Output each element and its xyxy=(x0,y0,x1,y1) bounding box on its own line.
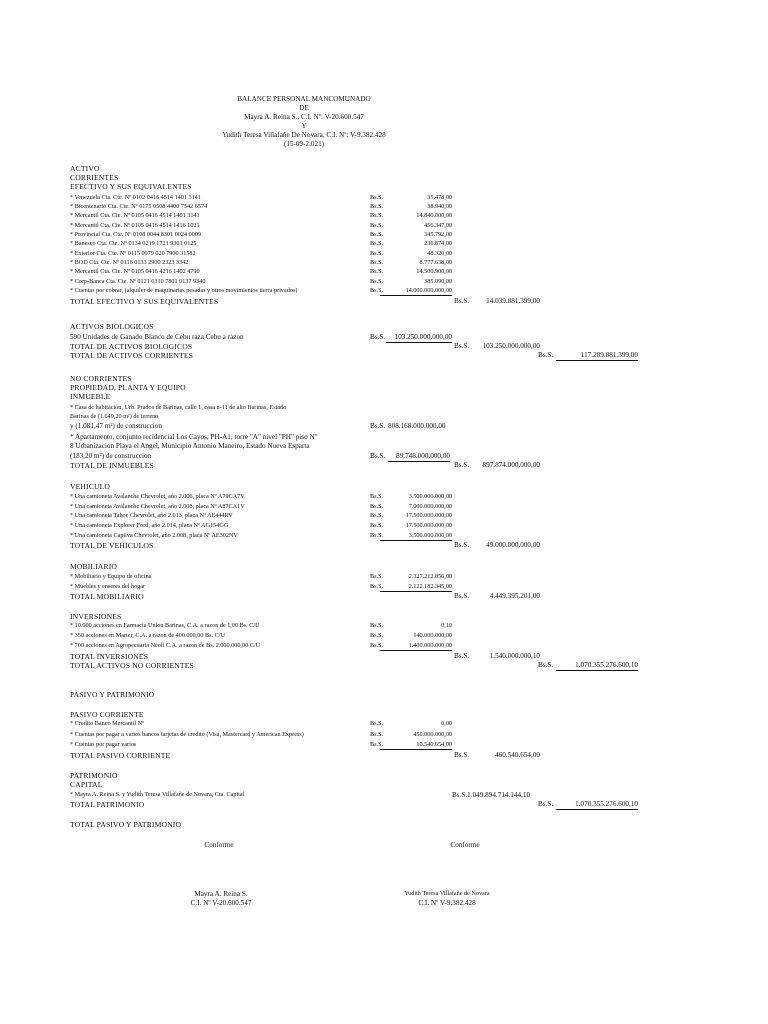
inmueble-2-line-2: 8 Urbanizacion Playa el Angel, Municipio Antonio Maneiro, Estado Nueva Esparta xyxy=(70,442,310,450)
currency-label: Bs.S. xyxy=(370,222,384,229)
signatory-1-ci: C.I. Nº V-20.600.547 xyxy=(190,899,252,907)
currency-label: Bs.S. xyxy=(370,522,384,529)
pasivo-item-amount: 0,00 xyxy=(441,720,452,727)
efectivo-item-label: * Cuentas por cobrar, (alquiler de maquinarias pesadas y otros movimientos tierra privados) xyxy=(70,287,298,294)
vehiculo-item-amount: 17.500.000.000,00 xyxy=(405,512,452,519)
total-pasivo-corriente-label: TOTAL PASIVO CORRIENTE xyxy=(70,751,171,760)
efectivo-item-amount: 14.500.900,00 xyxy=(416,268,452,275)
currency-label: Bs.S. xyxy=(370,203,384,210)
inmueble-1-line-1: * Casa de habitación, Urb. Prados de Barinas, calle 1, casa n-11 de alto Barinas, Estado xyxy=(70,404,287,411)
currency-label: Bs.S. xyxy=(454,751,470,759)
pasivo-item-amount: 10.540.654,00 xyxy=(380,741,452,750)
currency-label: Bs.S. xyxy=(454,592,470,600)
total-patrimonio-label: TOTAL PATRIMONIO xyxy=(70,800,145,809)
pasivo-item-label: * Credito Banco Mercantil Nº xyxy=(70,720,145,727)
inmueble-2-line-1: * Apartamento, conjunto recidencial Los Cayos, PH-A1, torre "A" nivel "PH" piso Nº xyxy=(70,433,317,441)
conforme-2: Conforme xyxy=(450,841,480,849)
vehiculo-heading: VEHICULO xyxy=(70,482,111,491)
vehiculo-item-label: * Una camioneta Explorer Ford, año 2.014, placa Nº AG154GG xyxy=(70,522,229,529)
total-biologicos-amount: 103.250.000.000,00 xyxy=(482,342,540,350)
inmueble-1-amount: 808.168.000.000,00 xyxy=(388,422,446,430)
inmueble-2-amount: 89.748.000.000,00 xyxy=(388,452,450,462)
biologicos-item-amount: 103.250.000.000,00 xyxy=(386,333,452,343)
total-mobiliario-amount: 4.449.395.201,00 xyxy=(489,592,540,600)
efectivo-item-label: * Banesco Cta. Cte. Nº 0134 0219 1721 9301 0125 xyxy=(70,240,197,247)
patrimonio-heading: PATRIMONIO xyxy=(70,771,118,780)
total-inmuebles-label: TOTAL DE INMUEBLES xyxy=(70,461,154,470)
currency-label: Bs.S. xyxy=(370,259,384,266)
currency-label: Bs.S. xyxy=(538,661,554,669)
total-vehiculos-label: TOTAL DE VEHICULOS xyxy=(70,541,154,550)
currency-label: Bs.S. xyxy=(370,250,384,257)
currency-label: Bs.S. xyxy=(370,278,384,285)
currency-label: Bs.S. xyxy=(370,573,384,580)
total-pasivo-patrimonio-label: TOTAL PASIVO Y PATRIMONIO xyxy=(70,820,182,829)
inmueble-1-line-2: Barinas de (1.649,20 m²) de terreno xyxy=(70,413,159,420)
efectivo-item-amount: 35.478,00 xyxy=(427,194,452,201)
vehiculo-item-label: * Una camioneta Tahoe Chevrolet, año 2.013, placa Nº AE444RV xyxy=(70,512,233,519)
currency-label: Bs.S. xyxy=(370,741,384,748)
vehiculo-item-label: * Una camioneta Avalanche Chevrolet, año 2.006, placa Nº A79CA7V xyxy=(70,493,245,500)
currency-label: Bs.S. xyxy=(370,622,384,629)
pasivo-patrimonio-heading: PASIVO Y PATRIMONIO xyxy=(70,690,155,699)
efectivo-item-amount: 38.940,00 xyxy=(427,203,452,210)
total-patrimonio-amount: 1.070.355.276.600,10 xyxy=(556,800,638,810)
inversion-item-label: * 10.000 acciones en Farmacia Union Barinas, C.A. a razon de 1,00 Bs. C/U xyxy=(70,622,260,629)
currency-label: Bs.S. xyxy=(370,720,384,727)
efectivo-item-label: * Exterior Cta. Cte. Nº 0115 0079 020 7900 31582 xyxy=(70,250,196,257)
currency-label: Bs.S. xyxy=(370,194,384,201)
inversion-item-amount: 1.400.000.000,00 xyxy=(380,642,452,651)
efectivo-item-label: * BOD Cta. Cte. Nº 0116 0133 2900 2323 3342 xyxy=(70,259,189,266)
vehiculo-item-label: * Una camioneta Captiva Chevrolet, año 2.008, placa Nº AE302NV xyxy=(70,532,238,539)
biologicos-item-label: 590 Unidades de Ganado Blanco de Cebu raza Cebu a razon xyxy=(70,333,244,341)
mobiliario-item-label: * Mobiliario y Equipo de oficina xyxy=(70,573,152,580)
total-corrientes-label: TOTAL DE ACTIVOS CORRIENTES xyxy=(70,351,194,360)
inversion-item-amount: 140.000.000,00 xyxy=(413,632,452,639)
signatory-2-ci: C.I. Nº V-9.382.428 xyxy=(418,899,476,907)
inversion-item-amount: 0,10 xyxy=(441,622,452,629)
currency-label: Bs.S. xyxy=(370,333,386,341)
total-vehiculos-amount: 49.000.000.000,00 xyxy=(486,541,540,549)
efectivo-item-label: * Venezuela Cta. Cte. Nº 0102 0416 4514 1401 3141 xyxy=(70,194,201,201)
efectivo-item-amount: 345.792,00 xyxy=(424,231,452,238)
inversion-item-label: * 700 acciones en Agropecuaria Neoll C.A. a razon de Bs. 2.000.000,00 C/U xyxy=(70,642,261,649)
document-date: (15-09-2.021) xyxy=(283,140,325,148)
currency-label: Bs.S. xyxy=(370,231,384,238)
biologicos-heading: ACTIVOS BIOLOGICOS xyxy=(70,322,154,331)
inmueble-heading: INMUEBLE xyxy=(70,392,111,401)
activo-heading: ACTIVO xyxy=(70,164,100,173)
inmueble-1-line-3: y (1.081,47 m²) de construccion xyxy=(70,422,162,430)
currency-label: Bs.S. xyxy=(454,342,470,350)
vehiculo-item-amount: 3.500.000.000,00 xyxy=(380,532,452,541)
inmueble-2-line-3: (183,20 m²) de construccion xyxy=(70,452,152,460)
total-pasivo-corriente-amount: 460.540.654,00 xyxy=(495,751,540,759)
capital-heading: CAPITAL xyxy=(70,780,103,789)
propiedad-heading: PROPIEDAD, PLANTA Y EQUIPO xyxy=(70,383,186,392)
efectivo-item-amount: 385.090,00 xyxy=(424,278,452,285)
total-inversiones-amount: 1.540.000.000,10 xyxy=(489,652,540,660)
pasivo-item-amount: 450.000.000,00 xyxy=(413,731,452,738)
efectivo-item-amount: 48.320,00 xyxy=(427,250,452,257)
total-inversiones-label: TOTAL INVERSIONES xyxy=(70,652,149,661)
total-inmuebles-amount: 897.874.000.000,00 xyxy=(482,461,540,469)
currency-label: Bs.S. xyxy=(538,351,554,359)
currency-label: Bs.S. xyxy=(370,422,386,430)
vehiculo-item-label: * Una camioneta Avalanche Chevrolet, año 2.008, placa Nº A87CA1V xyxy=(70,503,245,510)
vehiculo-item-amount: 3.500.000.000,00 xyxy=(408,493,452,500)
efectivo-item-amount: 8.777.638,00 xyxy=(419,259,452,266)
header-y: Y xyxy=(301,122,307,130)
currency-label: Bs.S. xyxy=(370,632,384,639)
total-no-corrientes-label: TOTAL ACTIVOS NO CORRIENTES xyxy=(70,661,194,670)
capital-item-amount: Bs.S.1.049.894.714.144,10 xyxy=(452,791,531,799)
efectivo-item-label: * Bicentenario Cta. Cte. Nº 0175 0508 4400 7542 6574 xyxy=(70,203,208,210)
owner-2: Yudith Teresa Villafañe De Novara, C.I. Nº: V-9.382.428 xyxy=(222,131,386,139)
currency-label: Bs.S. xyxy=(454,297,470,305)
pasivo-item-label: * Cuentas por pagar a varios bancos tarjetas de credito (Visa, Mastercard y American Express) xyxy=(70,731,304,738)
efectivo-item-label: * Mercantil Cta. Cte. Nº 0105 0416 4216 1402 4790 xyxy=(70,268,200,275)
total-efectivo-label: TOTAL EFECTIVO Y SUS EQUIVALENTES xyxy=(70,297,219,306)
mobiliario-heading: MOBILIARIO xyxy=(70,562,118,571)
document-title: BALANCE PERSONAL MANCOMUNADO xyxy=(237,95,371,103)
signatory-2-name: Yudith Teresa Villafañe de Novara xyxy=(404,890,490,897)
currency-label: Bs.S. xyxy=(370,268,384,275)
no-corrientes-heading: NO CORRIENTES xyxy=(70,374,132,383)
total-biologicos-label: TOTAL DE ACTIVOS BIOLOGICOS xyxy=(70,342,193,351)
mobiliario-item-amount: 2.327.212.856,00 xyxy=(408,573,452,580)
mobiliario-item-amount: 2.122.182.345,00 xyxy=(380,583,452,592)
signatory-1-name: Mayra A. Reina S. xyxy=(194,890,248,898)
currency-label: Bs.S. xyxy=(370,452,386,460)
currency-label: Bs.S. xyxy=(454,652,470,660)
total-corrientes-amount: 117.289.881.399,00 xyxy=(556,351,638,361)
vehiculo-item-amount: 7.000.000.000,00 xyxy=(408,503,452,510)
header-de: DE xyxy=(299,104,309,112)
efectivo-heading: EFECTIVO Y SUS EQUIVALENTES xyxy=(70,182,192,191)
efectivo-item-amount: 236.874,00 xyxy=(424,240,452,247)
currency-label: Bs.S. xyxy=(370,212,384,219)
currency-label: Bs.S. xyxy=(538,800,554,808)
pasivo-item-label: * Cuentas por pagar varios xyxy=(70,741,137,748)
capital-item-label: * Mayra A. Reina S. y Yudith Teresa Villafañe de Novara, Cta. Capital xyxy=(70,791,245,798)
efectivo-item-label: * Mercantil Cta. Cte. Nº 0105 0416 4514 1416 1021 xyxy=(70,222,200,229)
total-efectivo-amount: 14.039.881.399,00 xyxy=(486,297,540,305)
conforme-1: Conforme xyxy=(204,841,234,849)
currency-label: Bs.S. xyxy=(454,461,470,469)
currency-label: Bs.S. xyxy=(370,583,384,590)
efectivo-item-label: * Mercantil Cta. Cte. Nº 0105 0416 4514 1401 3141 xyxy=(70,212,200,219)
efectivo-item-amount: 14.840.000,00 xyxy=(416,212,452,219)
currency-label: Bs.S. xyxy=(370,642,384,649)
total-no-corrientes-amount: 1.070.355.276.600,10 xyxy=(556,661,638,671)
mobiliario-item-label: * Muebles y enseres del hogar xyxy=(70,583,146,590)
currency-label: Bs.S. xyxy=(370,512,384,519)
efectivo-item-label: * Provincial Cta. Cte. Nº 0108 0044 8301 0024 0009 xyxy=(70,231,201,238)
pasivo-corriente-heading: PASIVO CORRIENTE xyxy=(70,710,144,719)
currency-label: Bs.S. xyxy=(454,541,470,549)
corrientes-heading: CORRIENTES xyxy=(70,173,119,182)
currency-label: Bs.S. xyxy=(370,532,384,539)
owner-1: Mayra A. Reina S., C.I. Nº: V-20.600.547 xyxy=(244,113,364,121)
currency-label: Bs.S. xyxy=(370,493,384,500)
vehiculo-item-amount: 17.500.000.000,00 xyxy=(405,522,452,529)
inversion-item-label: * 350 acciones en Marter, C.A. a razon de 400.000,00 Bs. C/U xyxy=(70,632,225,639)
currency-label: Bs.S. xyxy=(370,731,384,738)
currency-label: Bs.S. xyxy=(370,287,384,294)
currency-label: Bs.S. xyxy=(370,240,384,247)
efectivo-item-amount: 14.000.000.000,00 xyxy=(380,287,452,296)
total-mobiliario-label: TOTAL MOBILIARIO xyxy=(70,592,144,601)
currency-label: Bs.S. xyxy=(370,503,384,510)
inversiones-heading: INVERSIONES xyxy=(70,612,122,621)
efectivo-item-label: * Corp-Banca Cta. Cte. Nº 0121 0310 7801 0137 9340 xyxy=(70,278,206,285)
efectivo-item-amount: 456.347,00 xyxy=(424,222,452,229)
